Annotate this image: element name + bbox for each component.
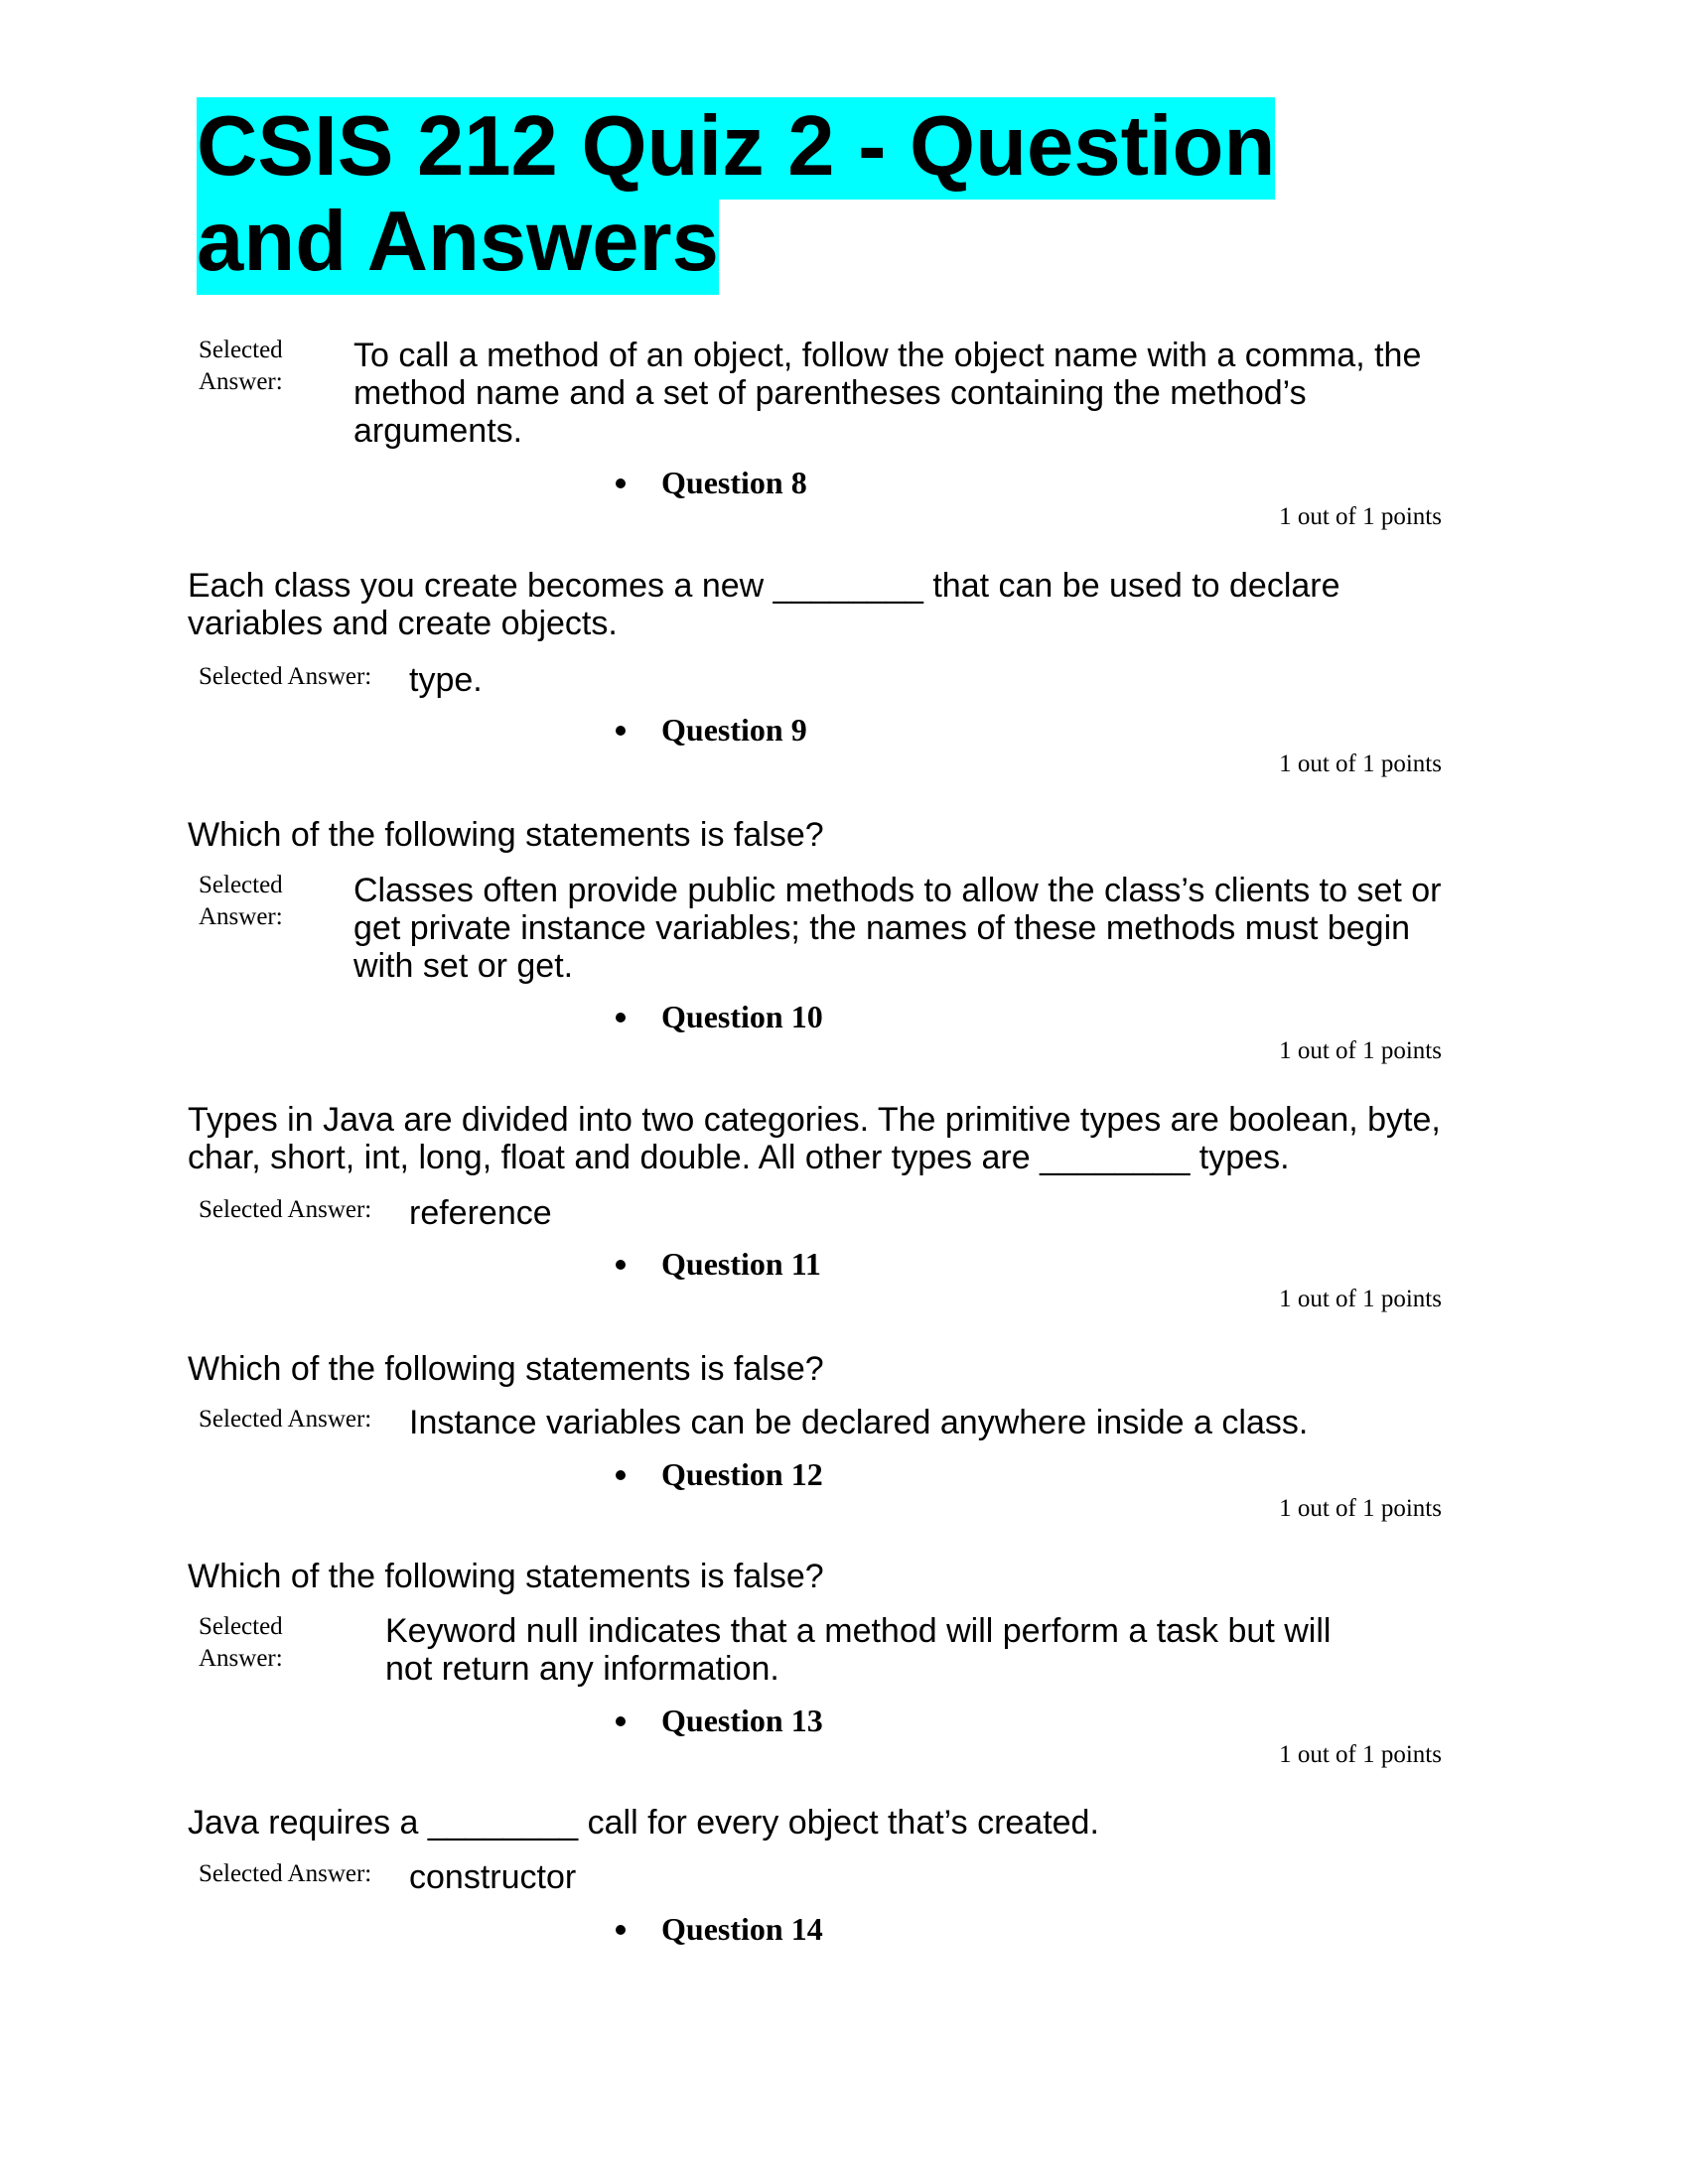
selected-answer-text: type. [409,661,483,699]
page-title [197,99,1438,290]
question-text: Types in Java are divided into two categories. The primitive types are boolean, byte, char, short, int, long, float and double. All other types are ________ types. [188,1101,1441,1176]
selected-answer-label [199,1611,318,1675]
selected-answer-label: Selected Answer: [199,1860,372,1887]
bullet-icon [616,1925,626,1935]
selected-answer-text: Keyword null indicates that a method will perform a task but will not return any information. [385,1612,1332,1688]
selected-answer-label-line2: Answer: [199,1645,283,1672]
selected-answer-label-line2: Answer: [199,903,283,930]
question-points: 1 out of 1 points [1279,1037,1442,1064]
selected-answer-text: Classes often provide public methods to allow the class’s clients to set or get private instance variables; the names of these methods must begin with set or get. [353,872,1442,985]
selected-answer-label-line2: Answer: [199,368,283,395]
question-points: 1 out of 1 points [1279,1286,1442,1312]
bullet-icon [616,726,626,736]
question-text: Which of the following statements is false? [188,816,824,854]
question-heading [616,1910,823,1948]
selected-answer-label-line1: Selected [199,337,283,363]
bullet-icon [616,1470,626,1480]
selected-answer-text: To call a method of an object, follow the object name with a comma, the method name and a set of parentheses containing the method’s arguments. [353,337,1422,450]
bullet-icon [616,478,626,488]
question-heading-label: Question 10 [661,999,823,1034]
question-heading [616,464,807,501]
question-heading [616,1702,823,1739]
selected-answer-text: Instance variables can be declared anywhere inside a class. [409,1404,1309,1441]
selected-answer-label [199,870,318,933]
question-points: 1 out of 1 points [1279,503,1442,530]
selected-answer-text: reference [409,1194,552,1232]
question-text: Which of the following statements is false? [188,1558,824,1595]
selected-answer-label: Selected Answer: [199,663,372,690]
question-heading [616,998,823,1035]
selected-answer-label-line1: Selected [199,1613,283,1640]
question-points: 1 out of 1 points [1279,1495,1442,1522]
question-text: Which of the following statements is false? [188,1350,824,1388]
bullet-icon [616,1013,626,1023]
selected-answer-label-line1: Selected [199,872,283,898]
question-points: 1 out of 1 points [1279,1741,1442,1768]
question-heading-label: Question 8 [661,465,807,500]
bullet-icon [616,1716,626,1726]
question-heading [616,1455,823,1493]
question-heading-label: Question 13 [661,1703,823,1738]
bullet-icon [616,1260,626,1270]
question-text: Java requires a ________ call for every object that’s created. [188,1804,1099,1842]
question-heading-label: Question 14 [661,1911,823,1947]
question-points: 1 out of 1 points [1279,751,1442,777]
question-heading [616,711,807,749]
page-title-text: CSIS 212 Quiz 2 - Question and Answers [197,97,1275,295]
selected-answer-label: Selected Answer: [199,1406,372,1433]
question-text: Each class you create becomes a new ________ that can be used to declare variables and create objects. [188,567,1340,642]
question-heading [616,1245,821,1283]
question-heading-label: Question 9 [661,712,807,748]
selected-answer-label [199,335,318,398]
selected-answer-text: constructor [409,1858,577,1896]
selected-answer-label: Selected Answer: [199,1196,372,1223]
question-heading-label: Question 11 [661,1246,821,1282]
question-heading-label: Question 12 [661,1456,823,1492]
